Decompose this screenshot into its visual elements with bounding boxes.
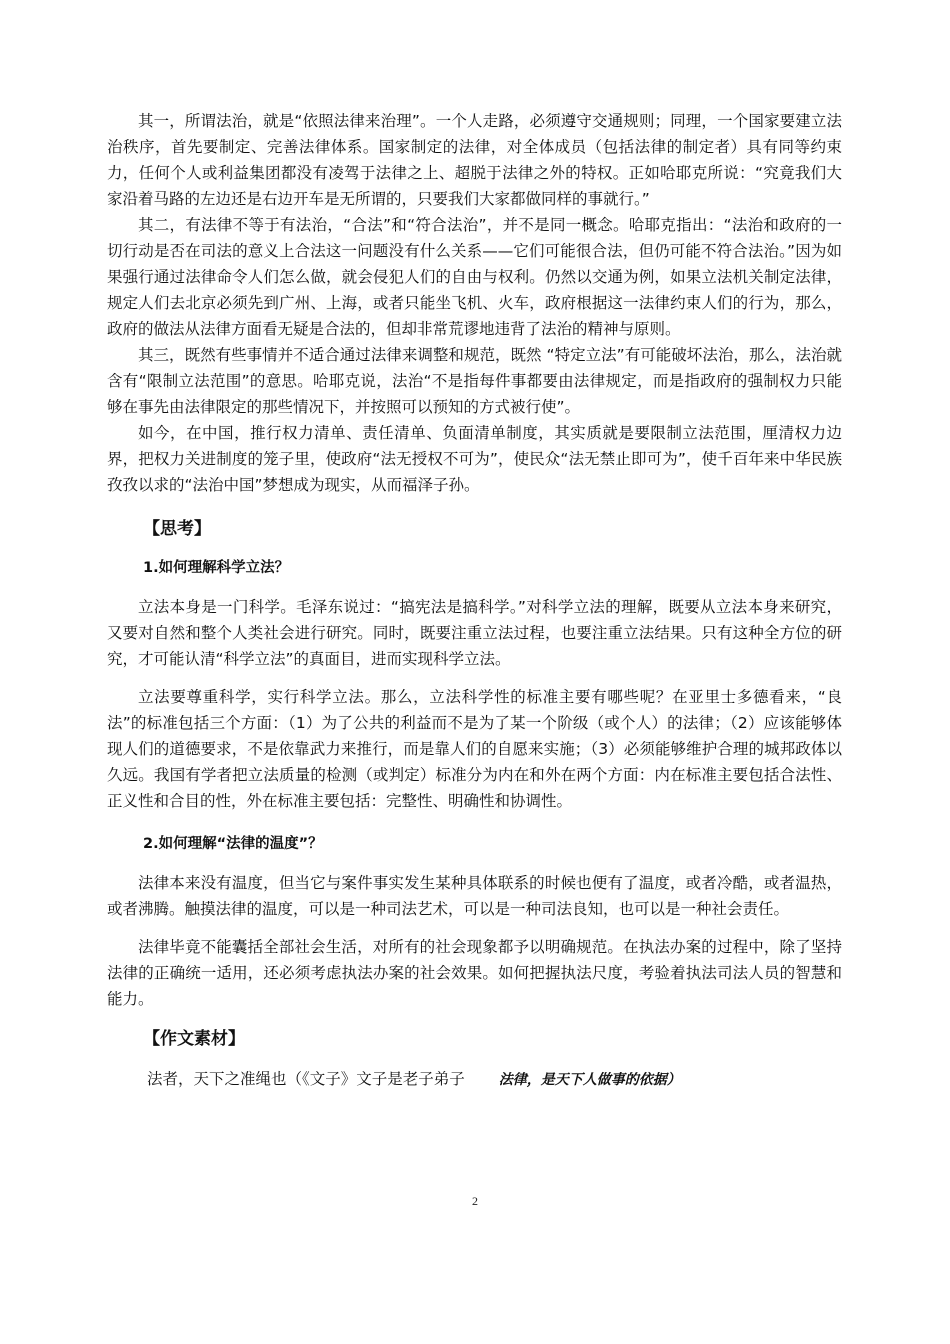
page-number: 2: [472, 1194, 478, 1208]
material-line: [147, 1066, 842, 1093]
q2-paragraph-2: 法律毕竟不能囊括全部社会生活，对所有的社会现象都予以明确规范。在执法办案的过程中，除了坚持法律的正确统一适用，还必须考虑执法办案的社会效果。如何把握执法尺度，考验着执法司法人员的智慧和能力。: [107, 938, 842, 1008]
material-quote: 法者，天下之准绳也（《文子》文子是老子弟子: [147, 1070, 465, 1088]
paragraph-1: 其一，所谓法治，就是“依照法律来治理”。一个人走路，必须遵守交通规则；同理，一个国家要建立法治秩序，首先要制定、完善法律体系。国家制定的法律，对全体成员（包括法律的制定者）具有同等约束力，任何个人或利益集团都没有凌驾于法律之上、超脱于法律之外的特权。正如哈耶克所说：“究竟我们大家沿着马路的左边还是右边开车是无所谓的，只要我们大家都做同样的事就行。”: [107, 112, 842, 208]
paragraph-3: 其三，既然有些事情并不适合通过法律来调整和规范，既然 “特定立法”有可能破坏法治，那么，法治就含有“限制立法范围”的意思。哈耶克说，法治“不是指每件事都要由法律规定，而是指政府的强制权力只能够在事先由法律限定的那些情况下，并按照可以预知的方式被行使”。: [107, 346, 842, 416]
section-heading-think: 【思考】: [143, 519, 211, 539]
q1-paragraph-1: 立法本身是一门科学。毛泽东说过：“搞宪法是搞科学。”对科学立法的理解，既要从立法本身来研究，又要对自然和整个人类社会进行研究。同时，既要注重立法过程，也要注重立法结果。只有这种全方位的研究，才可能认清“科学立法”的真面目，进而实现科学立法。: [107, 598, 842, 668]
paragraph-2: 其二，有法律不等于有法治，“合法”和“符合法治”，并不是同一概念。哈耶克指出：“法治和政府的一切行动是否在司法的意义上合法这一问题没有什么关系——它们可能很合法，但仍可能不符合法治。”因为如果强行通过法律命令人们怎么做，就会侵犯人们的自由与权利。仍然以交通为例，如果立法机关制定法律，规定人们去北京必须先到广州、上海，或者只能坐飞机、火车，政府根据这一法律约束人们的行为，那么，政府的做法从法律方面看无疑是合法的，但却非常荒谬地违背了法治的精神与原则。: [107, 216, 842, 338]
q2-paragraph-1: 法律本来没有温度，但当它与案件事实发生某种具体联系的时候也便有了温度，或者冷酷，或者温热，或者沸腾。触摸法律的温度，可以是一种司法艺术，可以是一种司法良知，也可以是一种社会责任。: [107, 874, 842, 918]
document-body: [107, 108, 842, 1093]
question-2: 2.如何理解“法律的温度”？: [143, 836, 323, 852]
paragraph-4: 如今，在中国，推行权力清单、责任清单、负面清单制度，其实质就是要限制立法范围，厘清权力边界，把权力关进制度的笼子里，使政府“法无授权不可为”，使民众“法无禁止即可为”，使千百年来中华民族孜孜以求的“法治中国”梦想成为现实，从而福泽子孙。: [107, 424, 842, 494]
section-heading-material: 【作文素材】: [143, 1029, 245, 1049]
question-1: 1.如何理解科学立法？: [143, 560, 290, 576]
q1-paragraph-2: 立法要尊重科学，实行科学立法。那么，立法科学性的标准主要有哪些呢？在亚里士多德看来，“良法”的标准包括三个方面：（1）为了公共的利益而不是为了某一个阶级（或个人）的法律；（2）应该能够体现人们的道德要求，不是依靠武力来推行，而是靠人们的自愿来实施；（3）必须能够维护合理的城邦政体以久远。我国有学者把立法质量的检测（或判定）标准分为内在和外在两个方面：内在标准主要包括合法性、正义性和合目的性，外在标准主要包括：完整性、明确性和协调性。: [107, 688, 842, 810]
material-note: 法律，是天下人做事的依据）: [498, 1072, 681, 1088]
